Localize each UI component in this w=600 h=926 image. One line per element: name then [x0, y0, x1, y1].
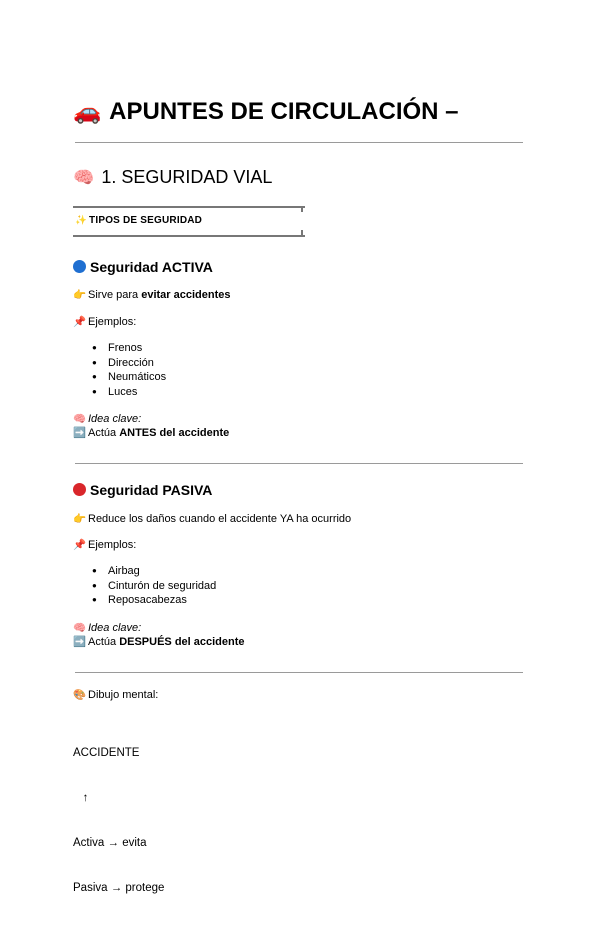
- pasiva-idea-value: [73, 635, 245, 650]
- page-title-text: APUNTES DE CIRCULACIÓN –: [109, 98, 459, 125]
- mental-drawing-label: [73, 688, 158, 703]
- pasiva-desc-text: Reduce los daños cuando el accidente YA ha ocurrido: [88, 513, 352, 525]
- activa-idea-prefix: Actúa: [88, 427, 120, 439]
- sparkles-icon: ✨: [75, 215, 88, 226]
- activa-idea-text: Idea clave:: [88, 413, 142, 425]
- activa-idea-bold: ANTES del accidente: [119, 427, 230, 439]
- box-label-text: TIPOS DE SEGURIDAD: [89, 215, 203, 226]
- pushpin-icon: 📌: [73, 540, 86, 551]
- box-top-border: [73, 206, 305, 208]
- box-label: [75, 215, 202, 226]
- pasiva-idea-label: [73, 621, 141, 636]
- pushpin-icon: 📌: [73, 317, 86, 328]
- mental-line: Activa → evita: [73, 837, 147, 849]
- section-heading: [73, 165, 272, 190]
- pasiva-idea-text: Idea clave:: [88, 622, 142, 634]
- activa-idea-label: [73, 412, 141, 427]
- palette-icon: 🎨: [73, 690, 86, 701]
- divider: [75, 463, 523, 464]
- red-circle-icon: [73, 483, 86, 496]
- pasiva-examples-text: Ejemplos:: [88, 539, 137, 551]
- pasiva-examples-list: [92, 564, 216, 608]
- activa-idea-value: [73, 426, 229, 441]
- box-right-tick-bottom: [301, 230, 303, 236]
- activa-heading-text: Seguridad ACTIVA: [90, 259, 213, 275]
- activa-examples-text: Ejemplos:: [88, 316, 137, 328]
- list-item: ● Airbag: [92, 564, 216, 579]
- mental-line: ACCIDENTE: [73, 747, 140, 759]
- activa-heading: [73, 258, 213, 276]
- car-icon: 🚗: [73, 98, 102, 124]
- box-right-tick-top: [301, 206, 303, 212]
- activa-desc-bold: evitar accidentes: [141, 289, 231, 301]
- mental-line: Pasiva → protege: [73, 882, 165, 894]
- right-arrow-icon: ➡️: [73, 637, 86, 648]
- mental-line: ↑: [73, 792, 89, 804]
- list-item: ● Luces: [92, 385, 166, 400]
- section-heading-text: 1. SEGURIDAD VIAL: [101, 167, 273, 187]
- list-item: ● Cinturón de seguridad: [92, 579, 216, 594]
- blue-circle-icon: [73, 260, 86, 273]
- pasiva-idea-bold: DESPUÉS del accidente: [119, 636, 245, 648]
- page-title: [73, 96, 459, 127]
- pointing-hand-icon: 👉: [73, 514, 86, 525]
- divider: [75, 142, 523, 143]
- box-bottom-border: [73, 235, 305, 237]
- pasiva-heading-text: Seguridad PASIVA: [90, 482, 213, 498]
- list-item: ● Frenos: [92, 341, 166, 356]
- brain-icon: 🧠: [73, 623, 86, 634]
- activa-desc-prefix: Sirve para: [88, 289, 142, 301]
- right-arrow-icon: ➡️: [73, 428, 86, 439]
- pasiva-idea-prefix: Actúa: [88, 636, 120, 648]
- activa-examples-label: [73, 315, 136, 330]
- brain-icon: 🧠: [73, 168, 95, 187]
- activa-examples-list: [92, 341, 166, 400]
- pointing-hand-icon: 👉: [73, 290, 86, 301]
- list-item: ● Dirección: [92, 356, 166, 371]
- mental-drawing: [73, 716, 164, 926]
- pasiva-examples-label: [73, 538, 136, 553]
- mental-drawing-text: Dibujo mental:: [88, 689, 159, 701]
- types-box: [73, 206, 305, 238]
- pasiva-description: [73, 512, 351, 527]
- activa-description: [73, 288, 230, 303]
- divider: [75, 672, 523, 673]
- list-item: ● Reposacabezas: [92, 593, 216, 608]
- brain-icon: 🧠: [73, 414, 86, 425]
- pasiva-heading: [73, 481, 212, 499]
- list-item: ● Neumáticos: [92, 370, 166, 385]
